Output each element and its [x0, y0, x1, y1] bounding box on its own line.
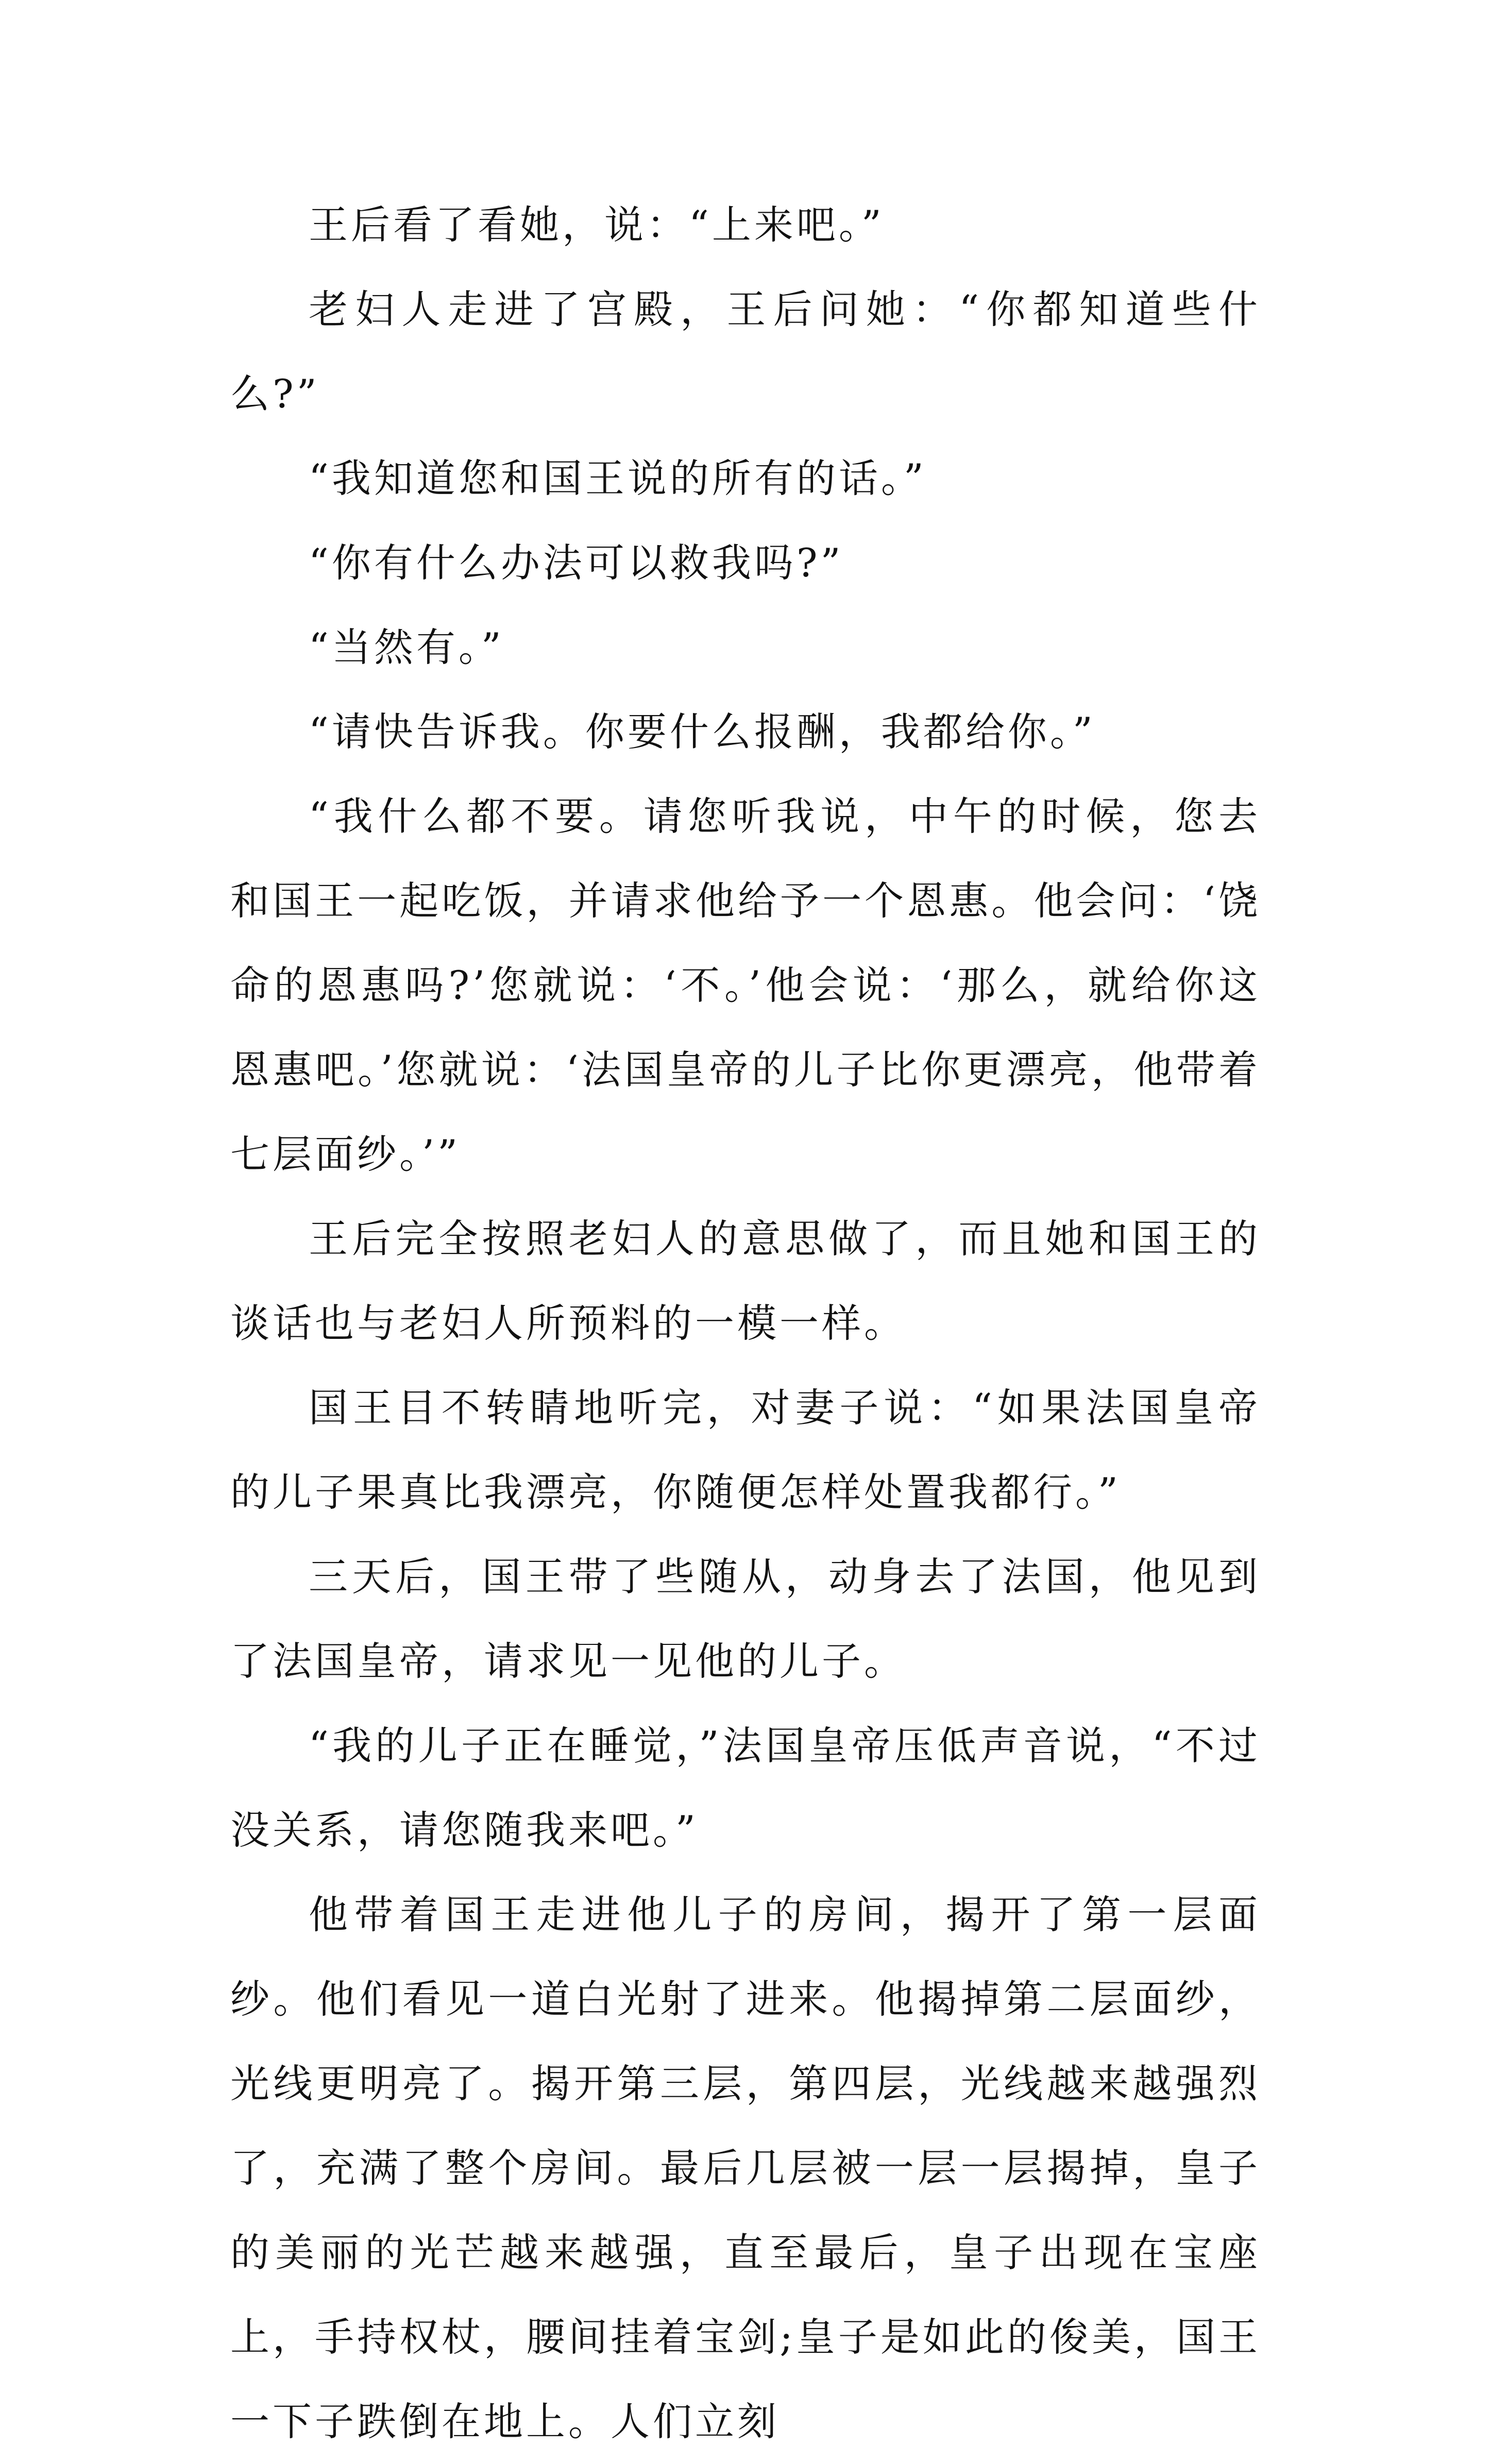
paragraph: 老妇人走进了宫殿，王后问她：“你都知道些什么?” — [230, 286, 1261, 417]
paragraph: 三天后，国王带了些随从，动身去了法国，他见到了法国皇帝，请求见一见他的儿子。 — [230, 1554, 1261, 1684]
paragraph: 王后完全按照老妇人的意思做了，而且她和国王的谈话也与老妇人所预料的一模一样。 — [230, 1216, 1261, 1346]
paragraph: “你有什么办法可以救我吗?” — [309, 540, 844, 586]
paragraph: “我什么都不要。请您听我说，中午的时候，您去和国王一起吃饭，并请求他给予一个恩惠。他会问：‘饶命的恩惠吗?’您就说：‘不。’他会说：‘那么，就给你这恩惠吧。’您就说：‘法国皇帝的儿子比你更漂亮，他带着七层面纱。’” — [230, 793, 1261, 1177]
story-text — [230, 183, 1261, 2464]
paragraph: “当然有。” — [309, 624, 504, 670]
paragraph: “我知道您和国王说的所有的话。” — [309, 455, 927, 501]
paragraph: 国王目不转睛地听完，对妻子说：“如果法国皇帝的儿子果真比我漂亮，你随便怎样处置我都行。” — [230, 1385, 1261, 1515]
paragraph: “请快告诉我。你要什么报酬，我都给你。” — [309, 709, 1096, 755]
paragraph: 王后看了看她，说：“上来吧。” — [309, 202, 885, 248]
paragraph: “我的儿子正在睡觉，”法国皇帝压低声音说，“不过没关系，请您随我来吧。” — [230, 1723, 1261, 1853]
paragraph: 他带着国王走进他儿子的房间，揭开了第一层面纱。他们看见一道白光射了进来。他揭掉第二层面纱，光线更明亮了。揭开第三层，第四层，光线越来越强烈了，充满了整个房间。最后几层被一层一层揭掉，皇子的美丽的光芒越来越强，直至最后，皇子出现在宝座上，手持权杖，腰间挂着宝剑;皇子是如此的俊美，国王一下子跌倒在地上。人们立刻 — [230, 1892, 1261, 2444]
